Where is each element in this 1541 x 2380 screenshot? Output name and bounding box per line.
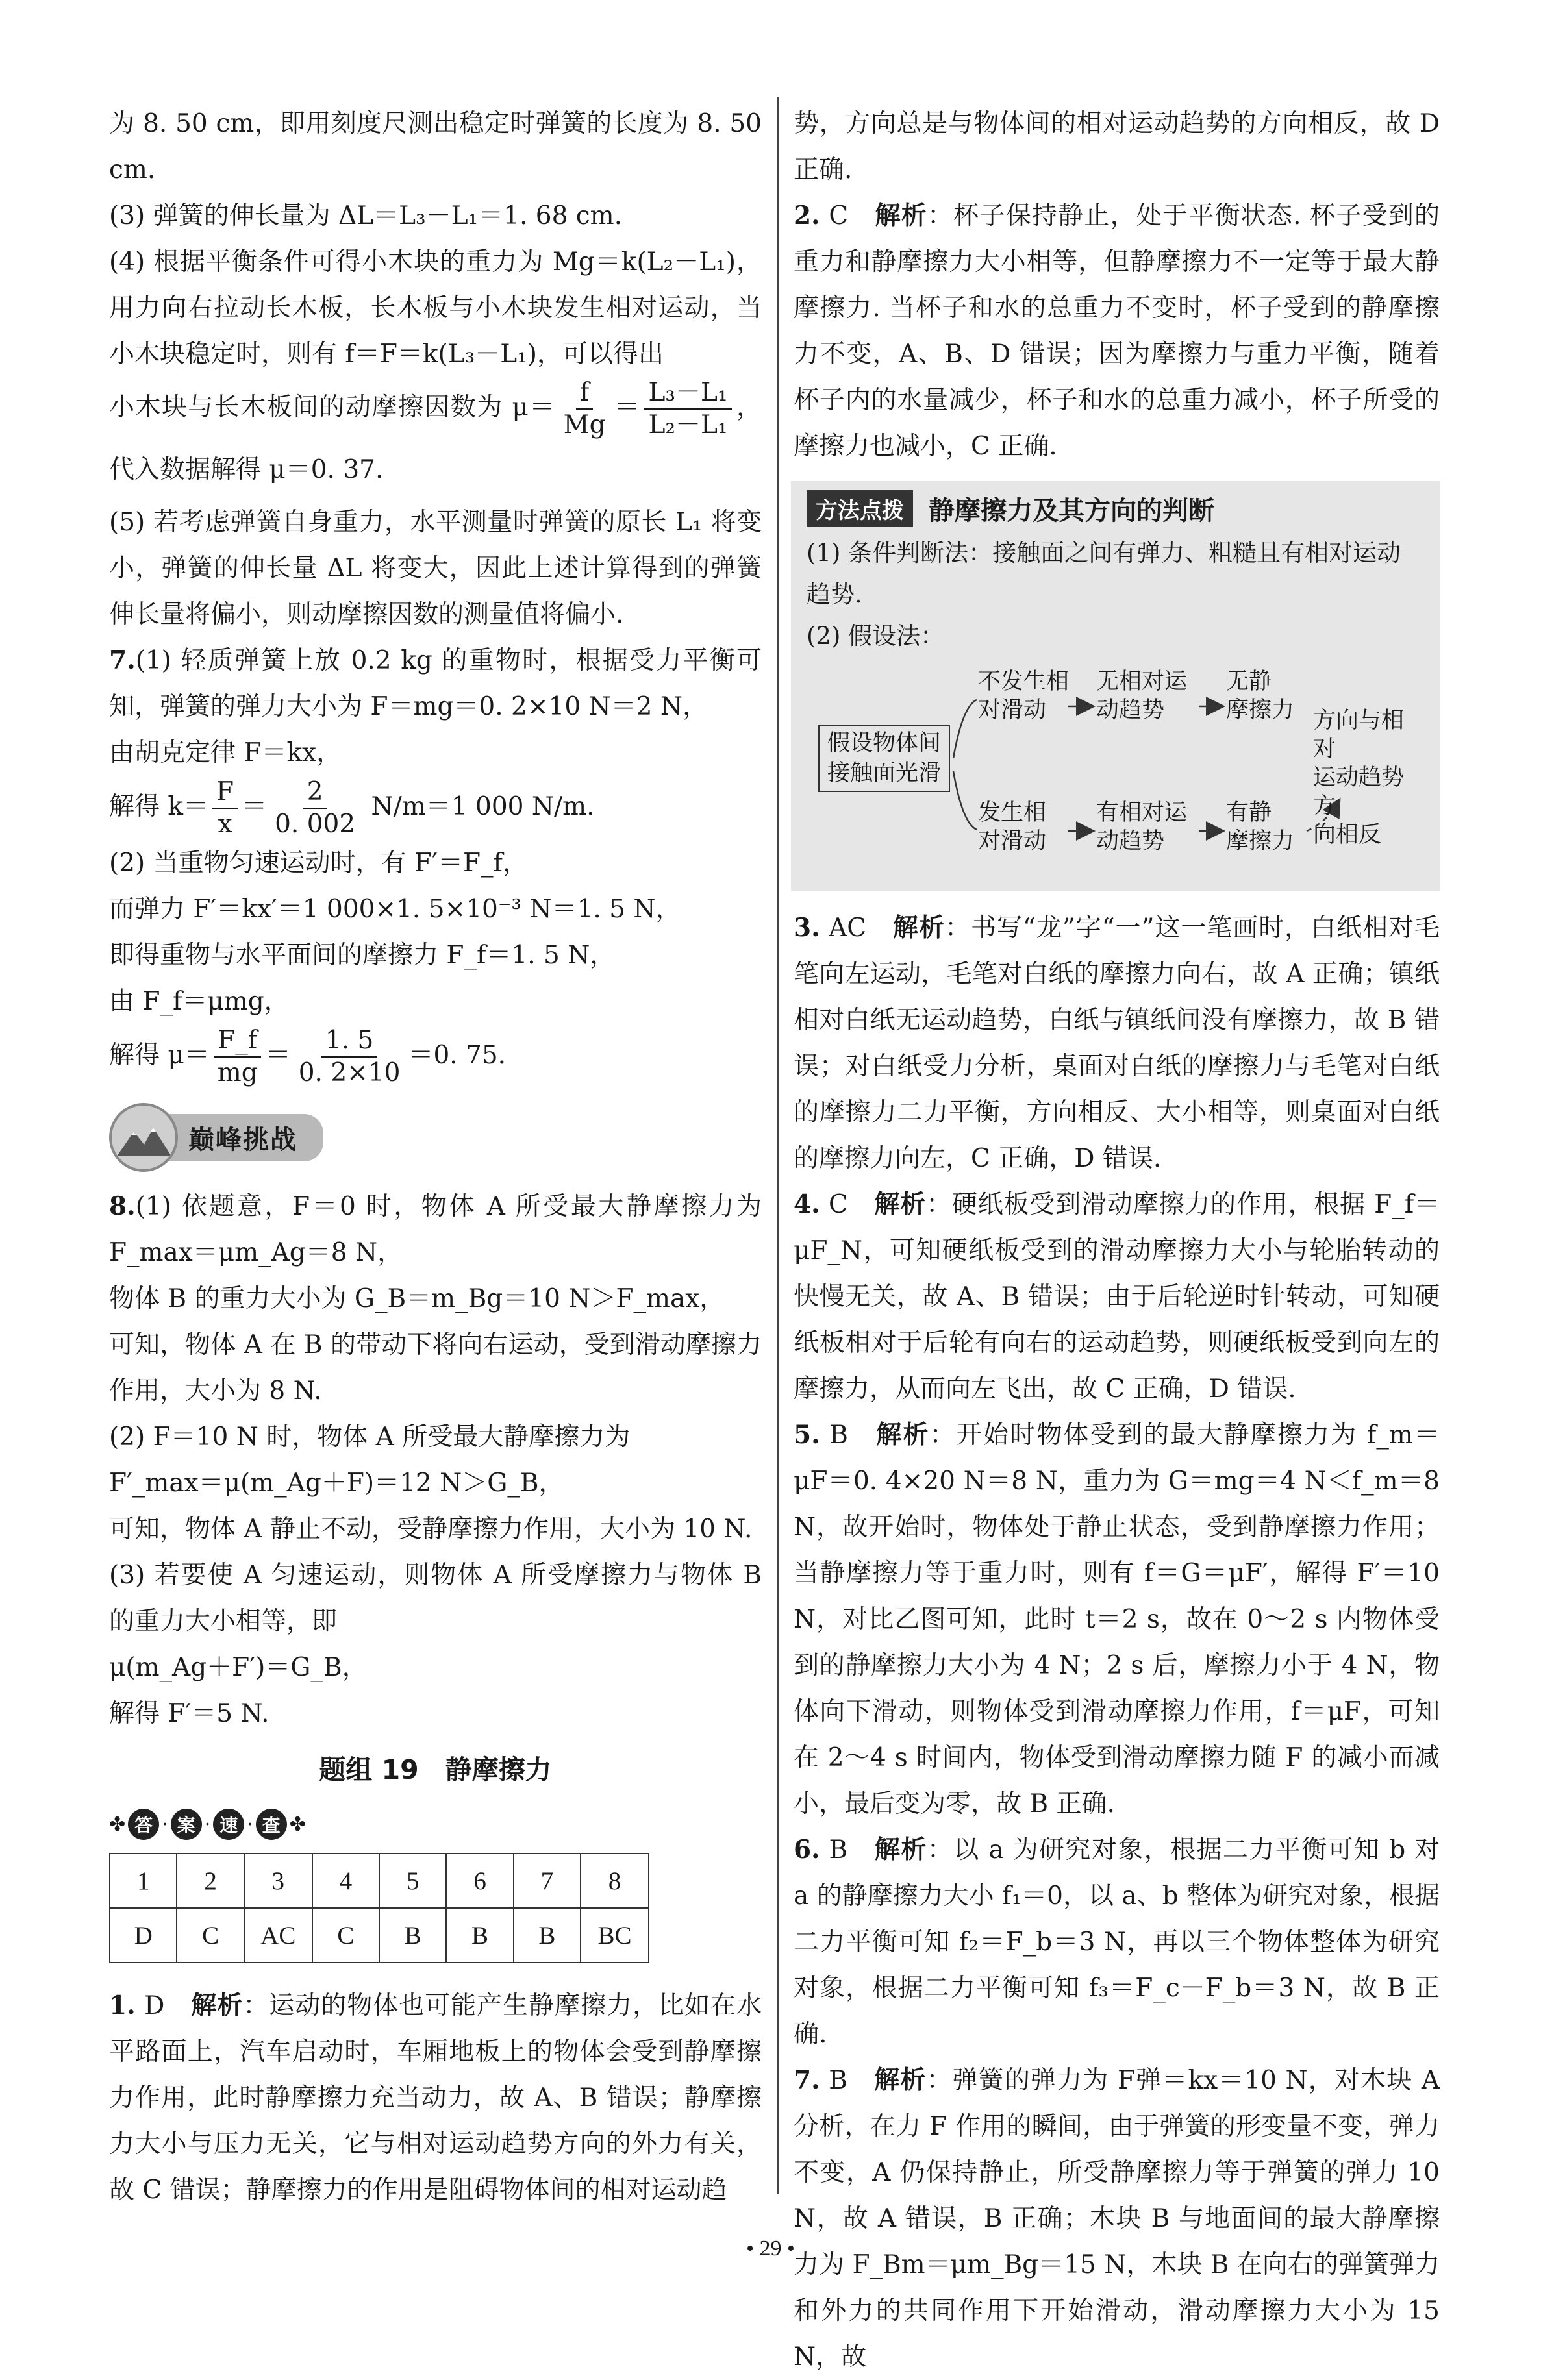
- q8-gb: 物体 B 的重力大小为 G_B＝m_Bg＝10 N＞F_max，: [109, 1284, 725, 1313]
- column-divider: [777, 97, 779, 2194]
- flow-bottom-3: 有静 摩擦力: [1226, 800, 1295, 854]
- answer-quick-check-stamp: ✤ 答 · 案 · 速 · 查 ✤: [109, 1809, 762, 1840]
- q6-part4-formula: 小木块与长木板间的动摩擦因数为 μ＝ $\frac{f}{Mg}$ ＝ $\frac{\text{L₃－L₁}}{\text{L₂－L₁}}$ ，代入数据解得 μ＝0. 37.: [109, 378, 762, 484]
- q7-k-formula: 解得 k＝ $\frac{F}{x}$ ＝ $\frac{2}{0. 002}$ N/m＝1 000 N/m.: [109, 777, 595, 839]
- q1-solution: 1. D 解析：运动的物体也可能产生静摩擦力，比如在水平路面上，汽车启动时，车厢地板上的物体会受到静摩擦力作用，此时静摩擦力充当动力，故 A、B 错误；静摩擦力大小与压力无关，它与相对运动趋势方向的外力有关，故 C 错误；静摩擦力的作用是阻碍物体间的相对运动趋: [109, 1990, 762, 2205]
- decor-icon: ·: [204, 1813, 211, 1836]
- right-column: [794, 101, 1440, 2380]
- fraction: $\frac{F\_f}{mg}$: [214, 1025, 262, 1089]
- left-column: [109, 101, 762, 2213]
- decor-icon: ✤: [109, 1813, 126, 1836]
- q8-part3-result: 解得 F′＝5 N.: [109, 1699, 269, 1728]
- flow-top-1: 不发生相 对滑动: [978, 669, 1070, 723]
- q1-solution-cont: 势，方向总是与物体间的相对运动趋势的方向相反，故 D 正确.: [794, 109, 1440, 184]
- banner-label: 巅峰挑战: [165, 1114, 323, 1161]
- q6-cont-line1: 为 8. 50 cm，即用刻度尺测出稳定时弹簧的长度为 8. 50 cm.: [109, 109, 762, 184]
- decor-icon: ✤: [289, 1813, 306, 1836]
- fraction: $\frac{2}{0. 002}$: [275, 777, 356, 839]
- q6-part3: (3) 弹簧的伸长量为 ΔL＝L₃－L₁＝1. 68 cm.: [109, 201, 623, 230]
- tip-line1: (1) 条件判断法：接触面之间有弹力、粗糙且有相对运动趋势.: [807, 539, 1401, 608]
- assumption-flowchart: [807, 661, 1424, 875]
- tip-tag: 方法点拨: [807, 490, 913, 527]
- q3-solution: 3. AC 解析：书写“龙”字“一”这一笔画时，白纸相对毛笔向左运动，毛笔对白纸的摩擦力向右，故 A 正确；镇纸相对白纸无运动趋势，白纸与镇纸间没有摩擦力，故 B 错误；对白纸受力分析，桌面对白纸的摩擦力与毛笔对白纸的摩擦力二力平衡，方向相反、大小相等，则桌面对白纸的摩擦力向左，C 正确，D 错误.: [794, 913, 1440, 1173]
- decor-icon: ·: [247, 1813, 253, 1836]
- q2-solution: 2. C 解析：杯子保持静止，处于平衡状态. 杯子受到的重力和静摩擦力大小相等，但静摩擦力不一定等于最大静摩擦力. 当杯子和水的总重力不变时，杯子受到的静摩擦力不变，A、B、D 错误；因为摩擦力与重力平衡，随着杯子内的水量减少，杯子和水的总重力减小，杯子所受的摩擦力也减小，C 正确.: [794, 201, 1440, 461]
- q8-part2-formula: F′_max＝μ(m_Ag＋F)＝12 N＞G_B，: [109, 1469, 564, 1498]
- q7-part2: (2) 当重物匀速运动时，有 F′＝F_f，: [109, 849, 528, 878]
- peak-challenge-banner: [109, 1103, 762, 1172]
- fraction: $\frac{F}{x}$: [212, 776, 238, 840]
- flow-bottom-1: 发生相 对滑动: [978, 800, 1047, 854]
- q8-part2: (2) F＝10 N 时，物体 A 所受最大静摩擦力为: [109, 1422, 631, 1452]
- q7-solution: 7. B 解析：弹簧的弹力为 F弹＝kx＝10 N，对木块 A 分析，在力 F 作用的瞬间，由于弹簧的形变量不变，弹力不变，A 仍保持静止，所受静摩擦力等于弹簧的弹力 10 N，故 A 错误，B 正确；木块 B 与地面间的最大静摩擦力为 F_Bm＝μm_Bg＝15 N，木块 B 在向右的弹簧弹力和外力的共同作用下开始滑动，滑动摩擦力大小为 15 N，故: [794, 2065, 1440, 2372]
- q8-part1: 8.(1) 依题意，F＝0 时，物体 A 所受最大静摩擦力为 F_max＝μm_Ag＝8 N，: [109, 1191, 762, 1267]
- flow-top-2: 无相对运 动趋势: [1096, 669, 1188, 723]
- q7-hooke: 由胡克定律 F＝kx，: [109, 738, 342, 767]
- answer-table-numbers: 1 2 3 4 5 6 7 8: [110, 1853, 649, 1908]
- fraction: $\frac{f}{Mg}$: [563, 378, 606, 440]
- q8-part2-conclusion: 可知，物体 A 静止不动，受静摩擦力作用，大小为 10 N.: [109, 1515, 753, 1544]
- decor-icon: ·: [162, 1813, 168, 1836]
- q7-part1: 7.(1) 轻质弹簧上放 0.2 kg 的重物时，根据受力平衡可知，弹簧的弹力大小为 F＝mg＝0. 2×10 N＝2 N，: [109, 645, 762, 721]
- flow-bottom-2: 有相对运 动趋势: [1096, 800, 1188, 854]
- q8-part3-formula: μ(m_Ag＋F′)＝G_B，: [109, 1653, 368, 1682]
- tip-title: 静摩擦力及其方向的判断: [929, 496, 1214, 526]
- q7-spring-force: 而弹力 F′＝kx′＝1 000×1. 5×10⁻³ N＝1. 5 N，: [109, 895, 681, 924]
- q6-solution: 6. B 解析：以 a 为研究对象，根据二力平衡可知 b 对 a 的静摩擦力大小 f₁＝0，以 a、b 整体为研究对象，根据二力平衡可知 f₂＝F_b＝3 N，再以三个物体整体为研究对象，根据二力平衡可知 f₃＝F_c－F_b＝3 N，故 B 正确.: [794, 1835, 1440, 2049]
- group-title: 题组 19 静摩擦力: [319, 1754, 552, 1785]
- tip-line2: (2) 假设法：: [807, 622, 945, 650]
- page-number: • 29 •: [746, 2237, 795, 2261]
- flow-top-3: 无静 摩擦力: [1226, 669, 1295, 723]
- q7-friction-formula: 由 F_f＝μmg，: [109, 987, 290, 1016]
- q4-solution: 4. C 解析：硬纸板受到滑动摩擦力的作用，根据 F_f＝μF_N，可知硬纸板受到的滑动摩擦力大小与轮胎转动的快慢无关，故 A、B 错误；由于后轮逆时针转动，可知硬纸板相对于后轮有向右的运动趋势，则硬纸板受到向左的摩擦力，从而向左飞出，故 C 正确，D 错误.: [794, 1189, 1440, 1404]
- mountain-icon: [109, 1103, 178, 1172]
- fraction: $\frac{1. 5}{0. 2\times 10}$: [298, 1026, 401, 1087]
- answer-table: [109, 1853, 649, 1963]
- answer-table-answers: D C AC C B B B BC: [110, 1908, 649, 1963]
- q8-part3: (3) 若要使 A 匀速运动，则物体 A 所受摩擦力与物体 B 的重力大小相等，即: [109, 1561, 762, 1636]
- q7-mu-formula: 解得 μ＝ $\frac{F\_f}{mg}$ ＝ $\frac{1. 5}{0. 2\times 10}$ ＝0. 75.: [109, 1026, 507, 1087]
- flow-start: 假设物体间 接触面光滑: [818, 725, 950, 792]
- q6-part5: (5) 若考虑弹簧自身重力，水平测量时弹簧的原长 L₁ 将变小，弹簧的伸长量 ΔL 将变大，因此上述计算得到的弹簧伸长量将偏小，则动摩擦因数的测量值将偏小.: [109, 508, 762, 629]
- q5-solution: 5. B 解析：开始时物体受到的最大静摩擦力为 f_m＝μF＝0. 4×20 N＝8 N，重力为 G＝mg＝4 N＜f_m＝8 N，故开始时，物体处于静止状态，受到静摩擦力作用；当静摩擦力等于重力时，则有 f＝G＝μF′，解得 F′＝10 N，对比乙图可知，此时 t＝2 s，故在 0～2 s 内物体受到的静摩擦力大小为 4 N；2 s 后，摩擦力小于 4 N，物体向下滑动，则物体受到滑动摩擦力作用，f＝μF，可知在 2～4 s 时间内，物体受到滑动摩擦力随 F 的减小而减小，最后变为零，故 B 正确.: [794, 1420, 1440, 1818]
- fraction: $\frac{\text{L₃－L₁}}{\text{L₂－L₁}}$: [644, 377, 731, 441]
- q7-friction: 即得重物与水平面间的摩擦力 F_f＝1. 5 N，: [109, 941, 616, 970]
- q8-part1-conclusion: 可知，物体 A 在 B 的带动下将向右运动，受到滑动摩擦力作用，大小为 8 N.: [109, 1330, 762, 1406]
- method-tip-box: [791, 481, 1440, 891]
- q6-part4: (4) 根据平衡条件可得小木块的重力为 Mg＝k(L₂－L₁)，用力向右拉动长木板，长木板与小木块发生相对运动，当小木块稳定时，则有 f＝F＝k(L₃－L₁)，可以得出: [109, 247, 762, 369]
- flow-end: 方向与相对 运动趋势方 向相反: [1313, 708, 1405, 848]
